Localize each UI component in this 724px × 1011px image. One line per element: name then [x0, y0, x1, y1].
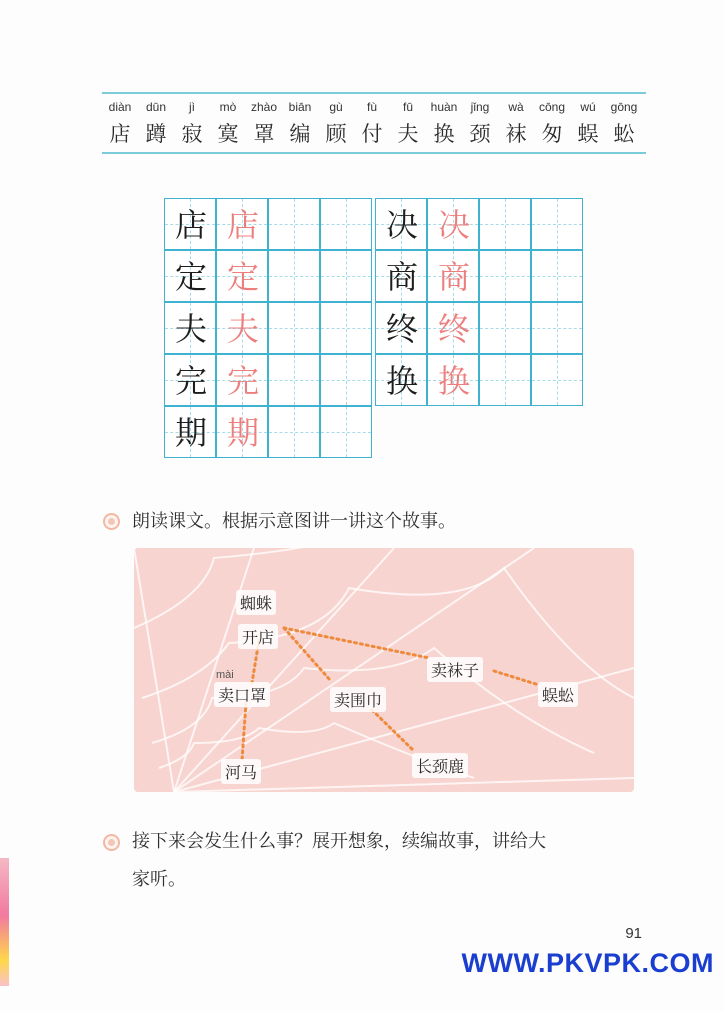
model-char: 商: [385, 258, 418, 296]
grid-cell-empty[interactable]: [268, 302, 320, 354]
grid-cell: [216, 302, 268, 354]
grid-cell: [427, 354, 479, 406]
watermark: WWW.PKVPK.COM: [461, 948, 714, 978]
vocab-pinyin: huàn: [430, 100, 458, 114]
grid-cell: [164, 354, 216, 406]
vocab-char: 颈: [469, 122, 491, 146]
node-sell-scarf: 卖围巾: [330, 687, 386, 712]
trace-char: 定: [226, 258, 259, 296]
grid-cell-empty[interactable]: [479, 354, 531, 406]
vocab-pinyin: jì: [189, 100, 195, 114]
model-char: 期: [174, 414, 207, 452]
grid-cell-empty[interactable]: [268, 250, 320, 302]
page-number: 91: [625, 925, 642, 942]
vocab-char: 寂: [181, 122, 203, 146]
grid-cell: [164, 302, 216, 354]
writing-grid-right: [375, 198, 587, 410]
grid-cell-empty[interactable]: [320, 302, 372, 354]
grid-cell-empty[interactable]: [268, 406, 320, 458]
trace-char: 夫: [226, 310, 259, 348]
vocab-char: 顾: [325, 122, 347, 146]
grid-cell-empty[interactable]: [531, 250, 583, 302]
grid-cell: [164, 198, 216, 250]
grid-cell-empty[interactable]: [320, 406, 372, 458]
grid-cell-empty[interactable]: [479, 250, 531, 302]
vocab-pinyin: wú: [580, 100, 596, 114]
grid-cell: [216, 406, 268, 458]
vocab-pinyin: cōng: [538, 100, 566, 114]
vocab-char: 罩: [253, 122, 275, 146]
vocab-char: 蹲: [145, 122, 167, 146]
vocab-pinyin: zhào: [250, 100, 278, 114]
trace-char: 商: [437, 258, 470, 296]
grid-cell: [427, 250, 479, 302]
grid-cell-empty[interactable]: [320, 198, 372, 250]
vocab-pinyin: diàn: [108, 100, 132, 114]
model-char: 店: [174, 206, 207, 244]
grid-cell: [375, 250, 427, 302]
vocab-char: 编: [289, 122, 311, 146]
vocab-pinyin: mò: [219, 100, 237, 114]
node-sell-socks: 卖袜子: [427, 657, 483, 682]
vocab-char: 袜: [505, 122, 527, 146]
vocab-char: 换: [433, 122, 455, 146]
model-char: 夫: [174, 310, 207, 348]
story-map: [134, 548, 634, 792]
grid-cell-empty[interactable]: [531, 198, 583, 250]
spider-web-background: [134, 548, 634, 792]
model-char: 定: [174, 258, 207, 296]
grid-cell-empty[interactable]: [320, 250, 372, 302]
grid-cell: [427, 198, 479, 250]
grid-cell-empty[interactable]: [479, 198, 531, 250]
model-char: 终: [385, 310, 418, 348]
vocab-band: [102, 92, 646, 154]
vocab-pinyin: dūn: [145, 100, 167, 114]
grid-cell: [164, 250, 216, 302]
grid-cell-empty[interactable]: [320, 354, 372, 406]
grid-cell-empty[interactable]: [268, 198, 320, 250]
flower-bullet-icon: [103, 834, 120, 851]
node-hippo: 河马: [221, 759, 261, 784]
trace-char: 期: [226, 414, 259, 452]
vocab-char: 匆: [541, 122, 563, 146]
grid-cell-empty[interactable]: [531, 354, 583, 406]
instruction-continue-line1: 接下来会发生什么事？展开想象，续编故事，讲给大: [132, 831, 546, 852]
node-sell-mask-pinyin: mài: [216, 669, 234, 681]
page-edge-illustration: [0, 858, 9, 986]
grid-cell: [375, 354, 427, 406]
vocab-char: 付: [361, 122, 383, 146]
flower-bullet-icon: [103, 513, 120, 530]
trace-char: 完: [226, 362, 259, 400]
vocab-pinyin: fū: [402, 100, 413, 114]
grid-cell: [216, 250, 268, 302]
instruction-retell: 朗读课文。根据示意图讲一讲这个故事。: [132, 511, 456, 532]
model-char: 换: [385, 362, 418, 400]
instruction-continue-line2: 家听。: [132, 869, 186, 890]
vocab-char: 蜈: [577, 122, 599, 146]
model-char: 完: [174, 362, 207, 400]
trace-char: 换: [437, 362, 470, 400]
grid-cell-empty[interactable]: [268, 354, 320, 406]
node-giraffe: 长颈鹿: [412, 753, 468, 778]
vocab-pinyin: gōng: [610, 100, 638, 114]
trace-char: 店: [226, 206, 259, 244]
vocab-pinyin: jǐng: [470, 100, 490, 114]
node-sell-mask: 卖口罩: [214, 682, 270, 707]
trace-char: 决: [437, 206, 470, 244]
trace-char: 终: [437, 310, 470, 348]
vocab-char: 夫: [397, 122, 419, 146]
writing-grid-left: [164, 198, 376, 462]
grid-cell-empty[interactable]: [479, 302, 531, 354]
node-centipede: 蜈蚣: [538, 682, 578, 707]
model-char: 决: [385, 206, 418, 244]
grid-cell: [427, 302, 479, 354]
vocab-pinyin: gù: [329, 100, 343, 114]
vocab-pinyin: biān: [288, 100, 312, 114]
vocab-pinyin: fù: [366, 100, 377, 114]
grid-cell: [375, 198, 427, 250]
grid-cell-empty[interactable]: [531, 302, 583, 354]
vocab-char: 寞: [217, 122, 239, 146]
node-spider: 蜘蛛: [236, 590, 276, 615]
vocab-char: 店: [109, 122, 131, 146]
vocab-char: 蚣: [613, 122, 635, 146]
grid-cell: [375, 302, 427, 354]
grid-cell: [164, 406, 216, 458]
grid-cell: [216, 354, 268, 406]
grid-cell: [216, 198, 268, 250]
vocab-pinyin: wà: [508, 100, 524, 114]
node-open-shop: 开店: [238, 624, 278, 649]
